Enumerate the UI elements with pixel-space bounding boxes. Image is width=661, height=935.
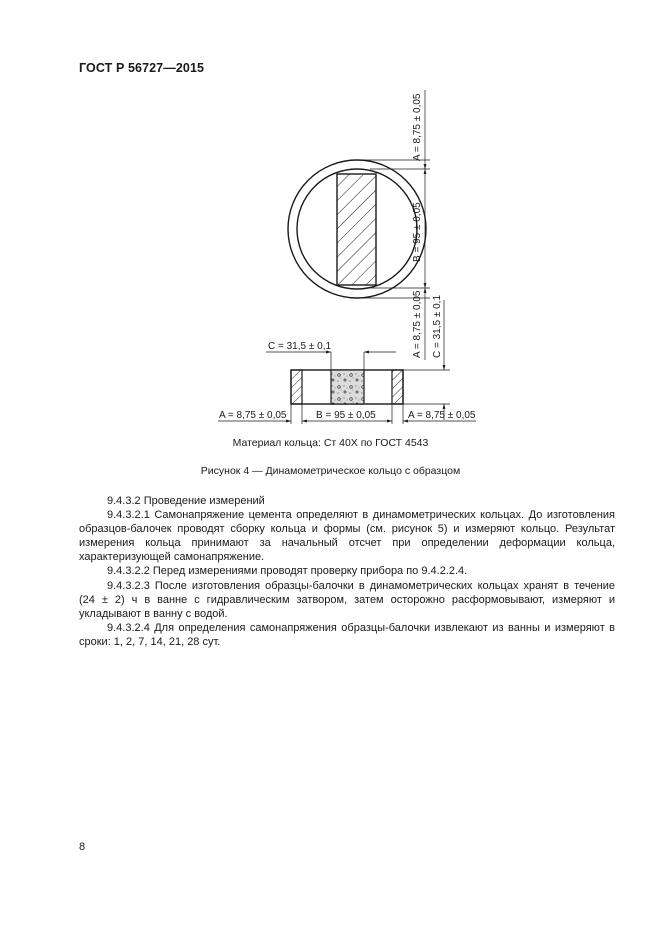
- dim-a-lower-label: A = 8,75 ± 0,05: [412, 290, 423, 358]
- beam-specimen-section: [331, 370, 364, 404]
- ring-drawing: [0, 0, 661, 435]
- page-number: 8: [79, 841, 86, 853]
- dim-c-vertical-label: C = 31,5 ± 0,1: [432, 294, 443, 358]
- body-text: [79, 494, 615, 649]
- dim-c-horizontal-label: C = 31,5 ± 0,1: [268, 341, 332, 352]
- paragraph: 9.4.3.2.3 После изготовления образцы-балочки в динамометрических кольцах хранят в течение (24 ± 2) ч в ванне с гидравлическим затвором, затем осторожно расформовывают, измеряют и укладывают в ванну с водой.: [79, 579, 615, 620]
- dim-b-vertical-label: B = 95 ± 0,05: [412, 202, 423, 262]
- dim-b-bottom-label: B = 95 ± 0,05: [316, 410, 376, 421]
- material-caption: Материал кольца: Ст 40X по ГОСТ 4543: [232, 437, 429, 449]
- figure-caption: Рисунок 4 — Динамометрическое кольцо с образцом: [200, 465, 461, 477]
- dim-a-right-label: A = 8,75 ± 0,05: [408, 410, 476, 421]
- document-header: ГОСТ Р 56727—2015: [79, 61, 205, 75]
- paragraph: 9.4.3.2 Проведение измерений: [107, 495, 265, 507]
- dim-a-left-label: A = 8,75 ± 0,05: [219, 410, 287, 421]
- ring-wall-left: [291, 370, 302, 404]
- dim-a-top-label: A = 8,75 ± 0,05: [412, 93, 423, 161]
- paragraph: 9.4.3.2.2 Перед измерениями проводят проверку прибора по 9.4.2.2.4.: [107, 565, 468, 578]
- ring-wall-right: [392, 370, 403, 404]
- paragraph: 9.4.3.2.1 Самонапряжение цемента определяют в динамометрических кольцах. До изготовления образцов-балочек проводят сборку кольца и формы (см. рисунок 5) и измеряют кольцо. Результат измерения кольца принимают за начальный отсчет при определении деформации кольца, характеризующей самонапряжение.: [79, 509, 615, 564]
- paragraph: 9.4.3.2.4 Для определения самонапряжения образцы-балочки извлекают из ванны и измеряют в сроки: 1, 2, 7, 14, 21, 28 сут.: [79, 621, 615, 648]
- beam-specimen-top-view: [337, 174, 376, 285]
